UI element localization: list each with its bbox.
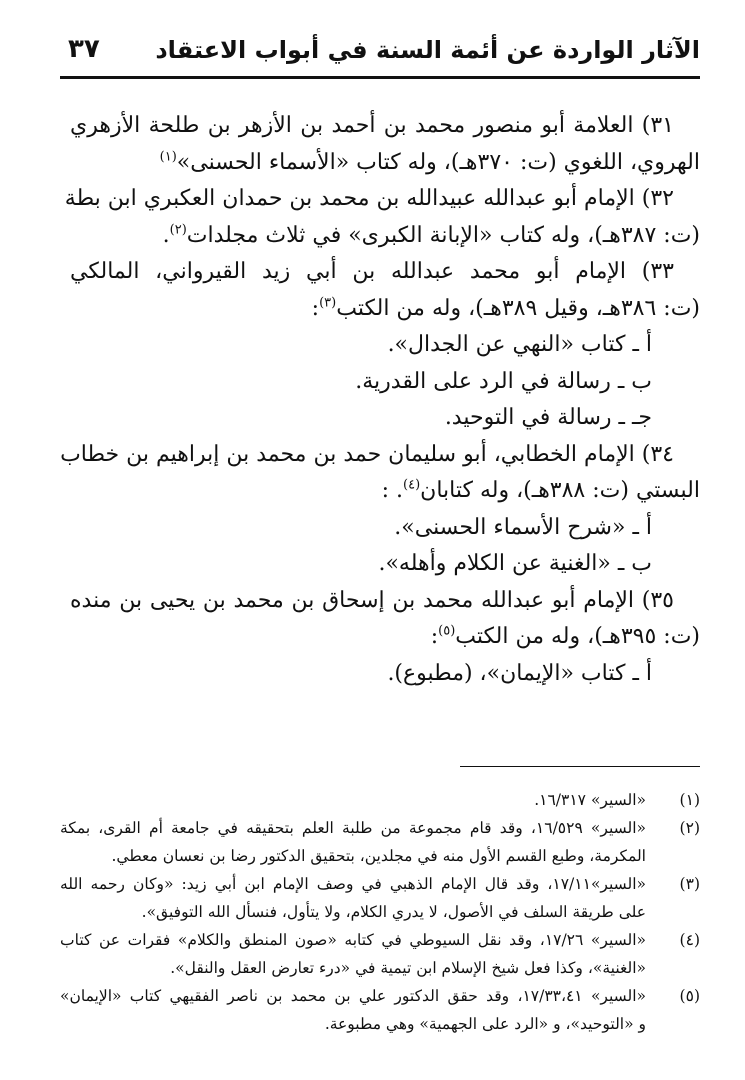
footnote-number: (٤)	[679, 931, 700, 949]
entry-tail-punctuation: .	[162, 222, 170, 248]
page-number: ٣٧	[68, 34, 100, 64]
footnote-line: «السير» ١٦/٣١٧.	[534, 791, 646, 809]
entry-tail-punctuation: :	[311, 295, 320, 321]
entry-text: البستي (ت: ٣٨٨هـ)، وله كتابان	[420, 478, 700, 503]
entry-text: ٣٢) الإمام أبو عبدالله عبيدالله بن محمد بن حمدان العكبري ابن بطة	[64, 186, 674, 211]
footnote-line: «السير» ١٦/٥٢٩، وقد قام مجموعة من طلبة العلم بتحقيقه في جامعة أم القرى، بمكة	[60, 819, 646, 837]
footnote-line: «السير» ١٧/٣٣،٤١، وقد حقق الدكتور علي بن محمد بن ناصر الفقيهي كتاب «الإيمان»	[60, 987, 646, 1005]
sub-item: أ ـ «شرح الأسماء الحسنى».	[394, 514, 652, 540]
entry-line	[70, 108, 700, 145]
entry-tail-punctuation: . :	[381, 478, 404, 503]
running-title: الآثار الواردة عن أئمة السنة في أبواب الاعتقاد	[155, 36, 700, 64]
footnote-line: «السير»١٧/١١، وقد قال الإمام الذهبي في وصف الإمام ابن أبي زيد: «وكان رحمه الله	[60, 875, 646, 893]
entry	[64, 181, 700, 254]
entry	[70, 583, 700, 693]
entry-text: (ت: ٣٩٥هـ)، وله من الكتب	[455, 624, 700, 649]
footnote-reference[interactable]: (١)	[159, 149, 177, 165]
footnote-number: (٢)	[679, 819, 700, 837]
entry-line	[70, 291, 700, 328]
footnote	[60, 926, 700, 982]
entry-tail-punctuation: :	[430, 624, 439, 649]
footnote-line: على طريقة السلف في الأصول، لا يدري الكلام، ولا يتأول، فنسأل الله التوفيق».	[141, 903, 646, 921]
footnote	[60, 870, 700, 926]
footnote-line: «الغنية»، وكذا فعل شيخ الإسلام ابن تيمية في «درء تعارض العقل والنقل».	[170, 959, 646, 977]
footnote-line: و «التوحيد»، و «الرد على الجهمية» وهي مطبوعة.	[324, 1015, 646, 1033]
entry-line	[60, 437, 700, 474]
entry-text: ٣٣) الإمام أبو محمد عبدالله بن أبي زيد القيرواني، المالكي	[70, 259, 674, 284]
footnote-reference[interactable]: (٥)	[438, 623, 456, 639]
entry	[70, 108, 700, 181]
footnote-line: «السير» ١٧/٢٦، وقد نقل السيوطي في كتابه «صون المنطق والكلام» فقرات عن كتاب	[60, 931, 646, 949]
footnote-reference[interactable]: (٤)	[403, 477, 421, 493]
entry-line	[70, 619, 700, 656]
sub-item: أ ـ كتاب «الإيمان»، (مطبوع).	[387, 660, 652, 686]
main-text	[60, 108, 700, 692]
footnotes	[60, 786, 700, 1038]
entry-line	[70, 473, 700, 510]
sub-item: ب ـ «الغنية عن الكلام وأهله».	[378, 551, 652, 576]
header-rule	[60, 76, 700, 79]
entry	[70, 254, 700, 437]
footnote	[60, 982, 700, 1038]
sub-item: ب ـ رسالة في الرد على القدرية.	[355, 368, 652, 394]
entry-text: الهروي، اللغوي (ت: ٣٧٠هـ)، وله كتاب «الأسماء الحسنى»	[176, 149, 700, 175]
footnote-number: (٥)	[679, 987, 700, 1005]
footnote-separator	[460, 766, 700, 767]
sub-item: أ ـ كتاب «النهي عن الجدال».	[387, 332, 652, 357]
footnote-line: المكرمة، وطبع القسم الأول منه في مجلدين، بتحقيق الدكتور رضا بن نعسان معطي.	[111, 847, 646, 865]
entry	[60, 437, 700, 583]
entry-text: (ت: ٣٨٧هـ)، وله كتاب «الإبانة الكبرى» في ثلاث مجلدات	[186, 222, 700, 248]
footnote	[60, 786, 700, 814]
footnote-reference[interactable]: (٣)	[319, 295, 337, 311]
footnote-reference[interactable]: (٢)	[169, 222, 187, 238]
footnote	[60, 814, 700, 870]
footnote-number: (٣)	[679, 875, 700, 893]
entry-line	[70, 218, 700, 255]
running-header	[60, 28, 700, 78]
entry-line	[70, 254, 700, 291]
entry-text: ٣١) العلامة أبو منصور محمد بن أحمد بن الأزهر بن طلحة الأزهري	[70, 113, 674, 138]
sub-item: جـ ـ رسالة في التوحيد.	[444, 405, 652, 430]
entry-text: ٣٥) الإمام أبو عبدالله محمد بن إسحاق بن محمد بن يحيى بن منده	[70, 587, 674, 613]
footnote-number: (١)	[679, 791, 700, 809]
entry-line	[70, 145, 700, 182]
entry-text: ٣٤) الإمام الخطابي، أبو سليمان حمد بن محمد بن إبراهيم بن خطاب	[60, 441, 674, 467]
entry-text: (ت: ٣٨٦هـ، وقيل ٣٨٩هـ)، وله من الكتب	[336, 295, 700, 321]
entry-line	[70, 583, 700, 620]
entry-line	[64, 181, 700, 218]
